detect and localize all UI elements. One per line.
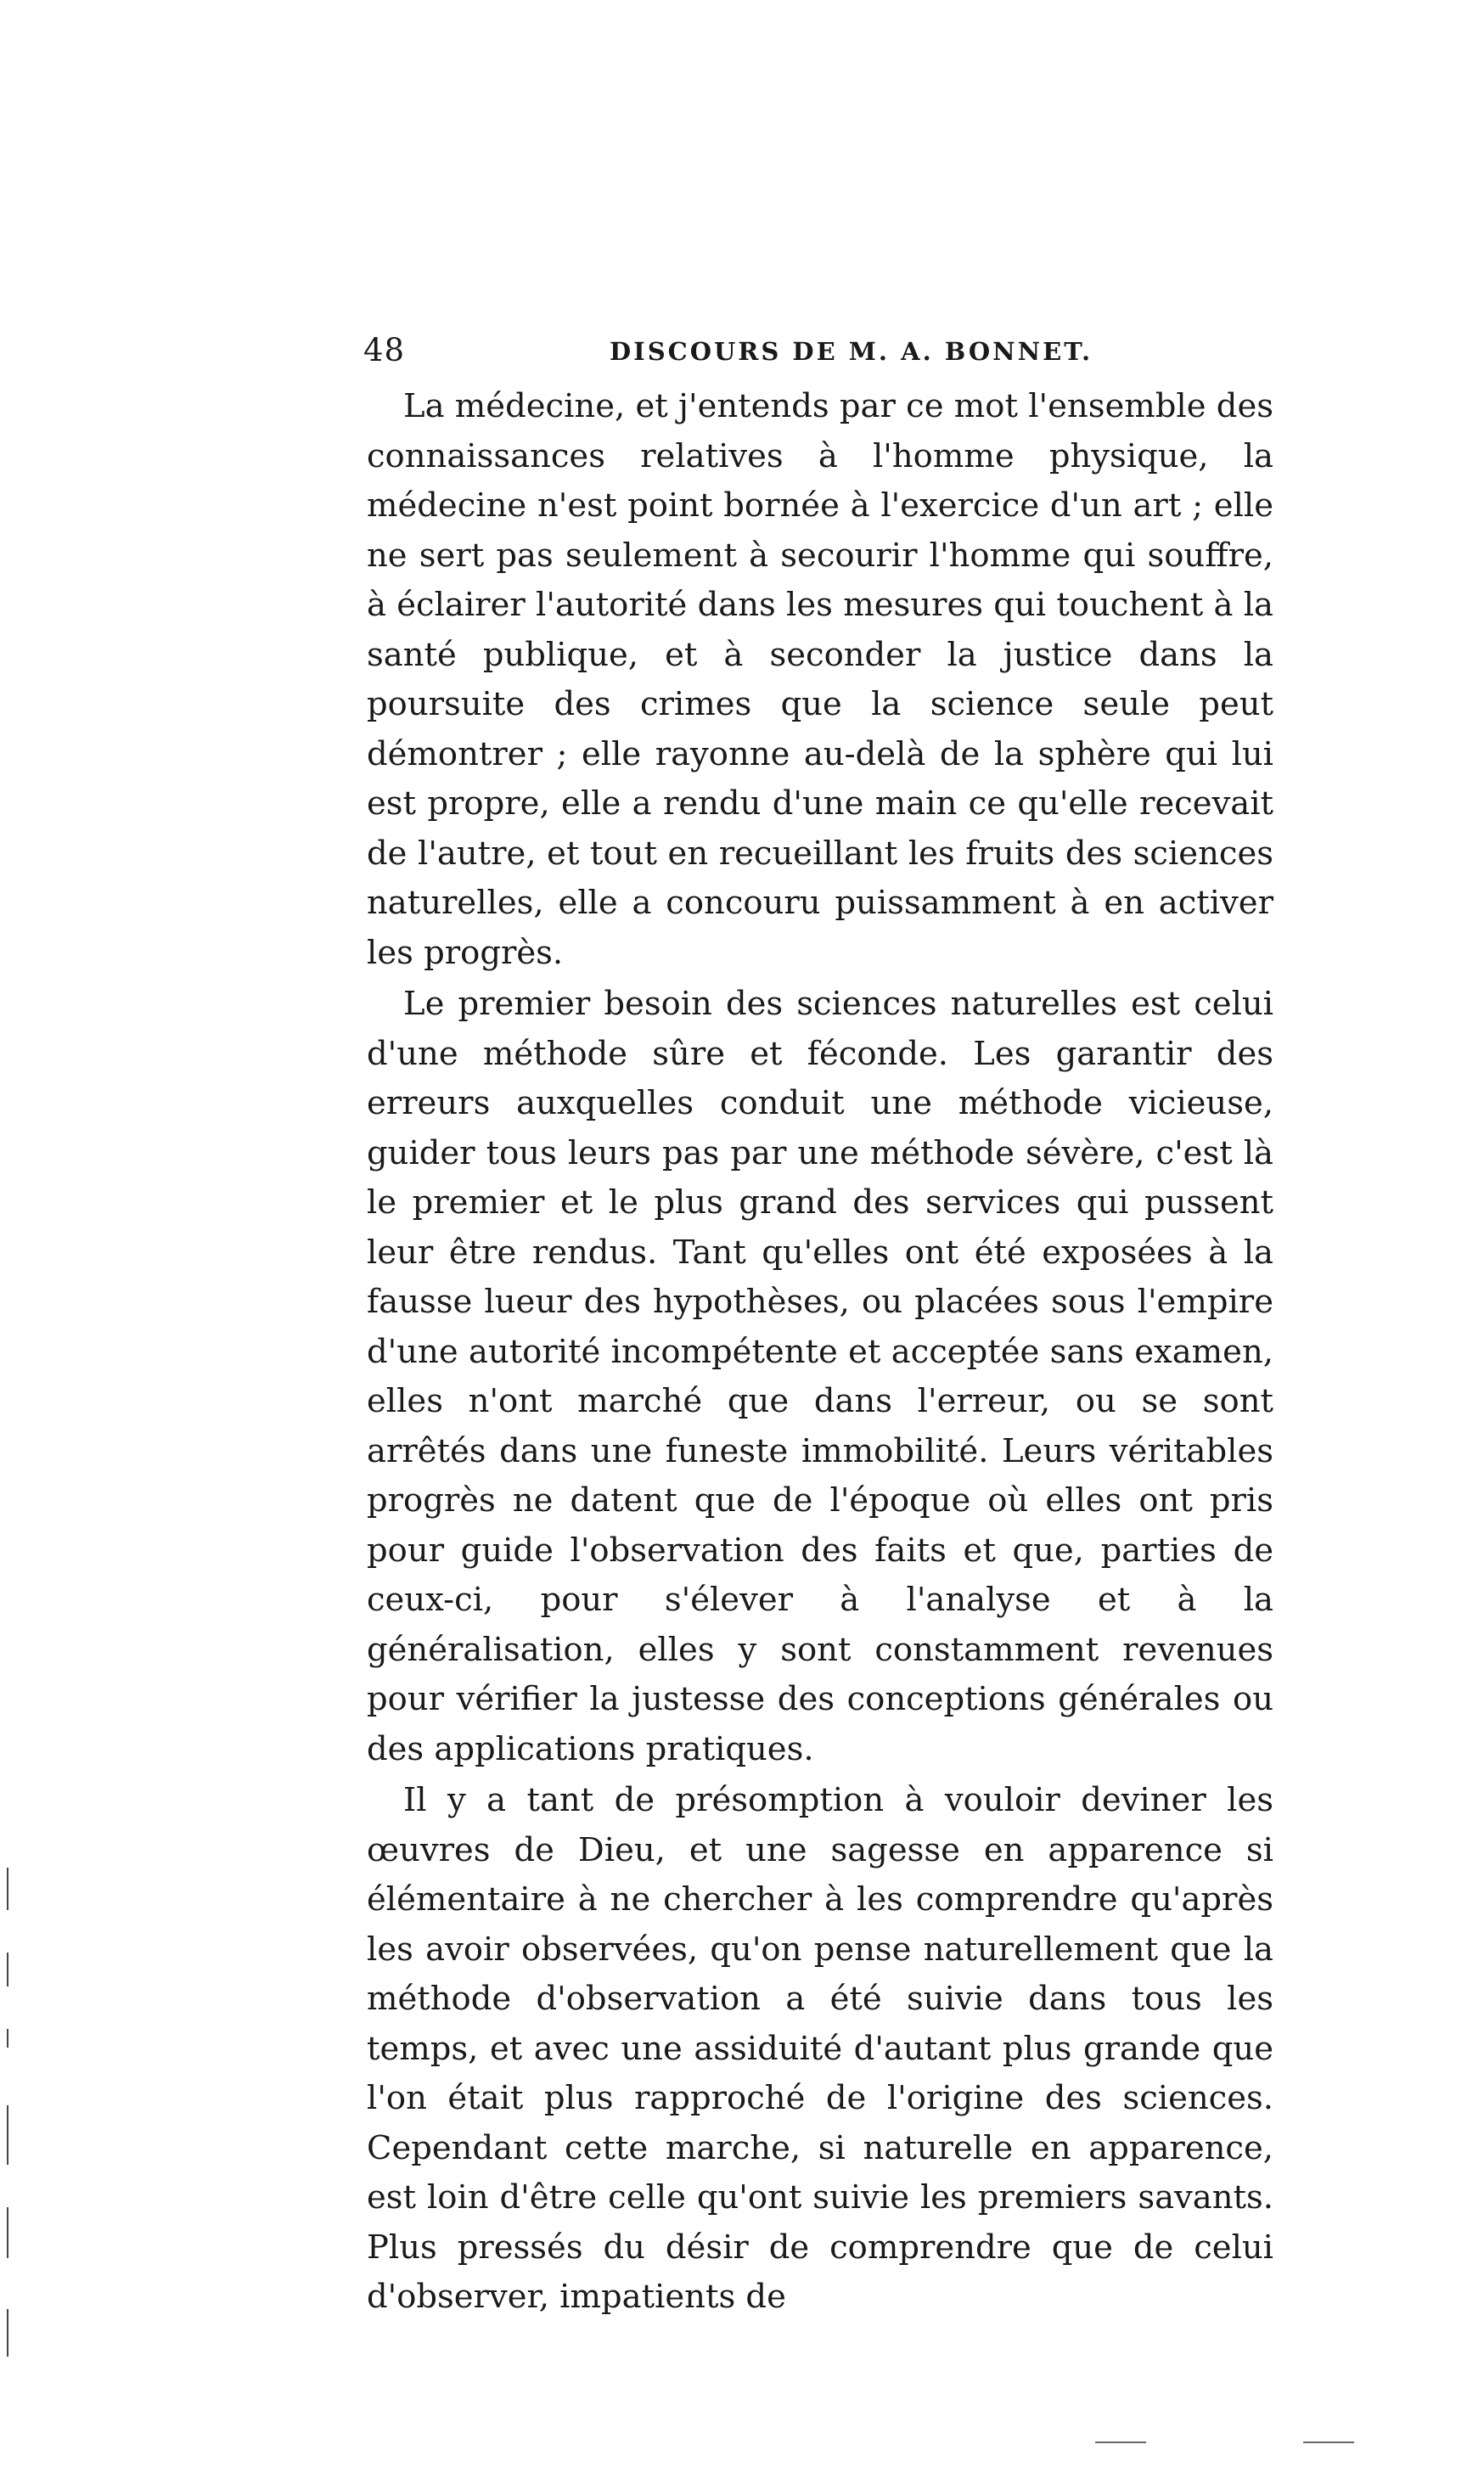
scan-rule: [1095, 2441, 1146, 2443]
scan-mark: [7, 2029, 8, 2048]
running-title: DISCOURS DE M. A. BONNET.: [610, 337, 1093, 366]
paragraph-2: Le premier besoin des sciences naturelles est celui d'une méthode sûre et féconde. Les garantir des erreurs auxquelles conduit une méthode vicieuse, guider tous leurs pas par une méthode sévère, c'est là le premier et le plus grand des services qui pussent leur être rendus. Tant qu'elles ont été exposées à la fausse lueur des hypothèses, ou placées sous l'empire d'une autorité incompétente et acceptée sans examen, elles n'ont marché que dans l'erreur, ou se sont arrêtés dans une funeste immobilité. Leurs véritables progrès ne datent que de l'époque où elles ont pris pour guide l'observation des faits et que, parties de ceux-ci, pour s'élever à l'analyse et à la généralisation, elles y sont constamment revenues pour vérifier la justesse des conceptions générales ou des applications pratiques.: [367, 985, 1273, 1768]
scan-mark: [7, 1953, 8, 1986]
paragraph-1: La médecine, et j'entends par ce mot l'ensemble des connaissances relatives à l'homme physique, la médecine n'est point bornée à l'exercice d'un art ; elle ne sert pas seulement à secourir l'homme qui souffre, à éclairer l'autorité dans les mesures qui touchent à la santé publique, et à seconder la justice dans la poursuite des crimes que la science seule peut démontrer ; elle rayonne au-delà de la sphère qui lui est propre, elle a rendu d'une main ce qu'elle recevait de l'autre, et tout en recueillant les fruits des sciences naturelles, elle a concouru puissamment à en activer les progrès.: [367, 387, 1273, 972]
scan-mark: [7, 2309, 8, 2357]
running-head: [363, 329, 1275, 372]
page-number: 48: [363, 332, 406, 368]
paragraph-3: Il y a tant de présomption à vouloir deviner les œuvres de Dieu, et une sagesse en apparence si élémentaire à ne chercher à les comprendre qu'après les avoir observées, qu'on pense naturellement que la méthode d'observation a été suivie dans tous les temps, et avec une assiduité d'autant plus grande que l'on était plus rapproché de l'origine des sciences. Cependant cette marche, si naturelle en apparence, est loin d'être celle qu'ont suivie les premiers savants. Plus pressés du désir de comprendre que de celui d'observer, impatients de: [367, 1781, 1273, 2316]
scan-mark: [7, 2207, 8, 2258]
scan-rule: [1303, 2441, 1354, 2443]
scan-mark: [7, 1868, 8, 1910]
scan-mark: [7, 2105, 8, 2165]
body-text: [367, 382, 1273, 2323]
